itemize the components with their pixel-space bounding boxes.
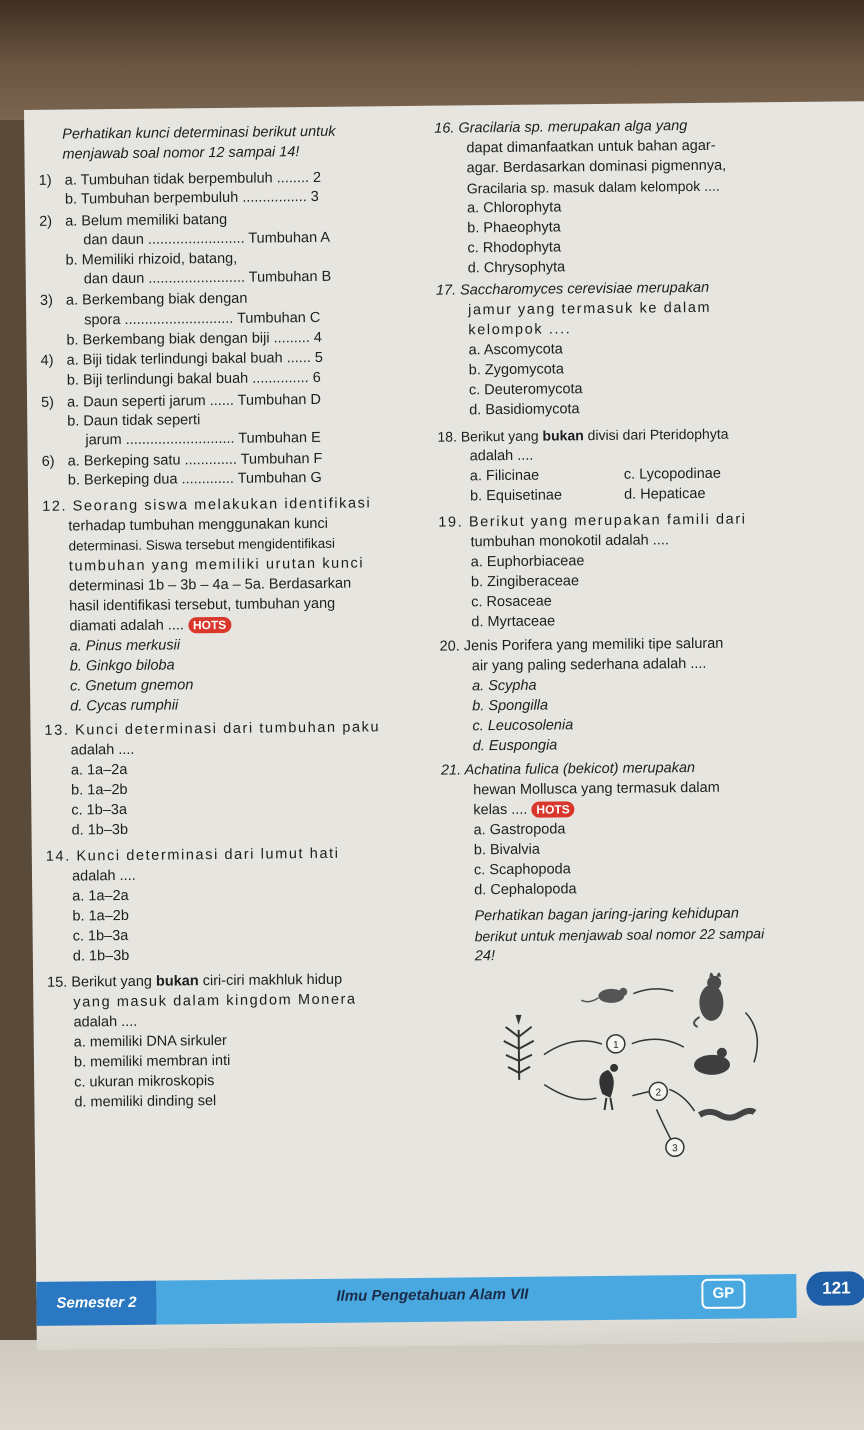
- question-text: [473, 800, 575, 819]
- question-text-part: divisi dari Pteridophyta: [583, 425, 729, 444]
- question-text: 12. Seorang siswa melakukan identifikasi: [42, 495, 372, 515]
- key-option: a. Belum memiliki batang: [65, 211, 228, 230]
- under-page-surface: [0, 1340, 864, 1430]
- answer-option[interactable]: a. Filicinae: [469, 467, 540, 485]
- answer-option[interactable]: d. Myrtaceae: [471, 613, 556, 631]
- food-web-diagram: [483, 971, 864, 1175]
- question-text: determinasi. Siswa tersebut mengidentifikasi: [68, 535, 336, 554]
- question-text: adalah ....: [70, 741, 135, 759]
- question-text: tumbuhan yang memiliki urutan kunci: [68, 555, 365, 575]
- key-option: a. Berkeping satu ............. Tumbuhan F: [67, 450, 323, 470]
- key-option: a. Tumbuhan tidak berpembuluh ........ 2: [64, 169, 322, 189]
- question-text: 20. Jenis Porifera yang memiliki tipe saluran: [439, 635, 724, 655]
- answer-option[interactable]: b. Equisetinae: [469, 487, 563, 505]
- book-page: [24, 101, 864, 1350]
- answer-option[interactable]: b. Spongilla: [472, 697, 549, 715]
- answer-option[interactable]: a. Pinus merkusii: [69, 637, 181, 655]
- answer-option[interactable]: b. memiliki membran inti: [73, 1052, 231, 1071]
- answer-option[interactable]: d. 1b–3b: [71, 821, 129, 839]
- key-option: dan daun ........................ Tumbuhan B: [83, 268, 332, 288]
- answer-option[interactable]: c. Leucosolenia: [472, 717, 574, 735]
- answer-option[interactable]: c. 1b–3a: [72, 927, 129, 945]
- question-text: 17. Saccharomyces cerevisiae merupakan: [435, 279, 710, 299]
- answer-option[interactable]: a. Ascomycota: [468, 341, 563, 359]
- key-option: b. Berkembang biak dengan biji ......... 4: [66, 329, 323, 349]
- intro-line: Perhatikan kunci determinasi berikut untuk: [62, 123, 336, 143]
- answer-option[interactable]: a. Chlorophyta: [466, 199, 562, 217]
- answer-option[interactable]: d. Euspongia: [472, 737, 558, 755]
- question-text: terhadap tumbuhan menggunakan kunci: [68, 515, 329, 535]
- key-number: 1): [38, 172, 52, 189]
- question-text: 14. Kunci determinasi dari lumut hati: [45, 845, 340, 865]
- question-text: hewan Mollusca yang termasuk dalam: [473, 779, 720, 799]
- answer-option[interactable]: b. Ginkgo biloba: [69, 657, 175, 675]
- answer-option[interactable]: d. Chrysophyta: [467, 259, 566, 277]
- question-text-part: 18. Berikut yang: [437, 427, 543, 445]
- answer-option[interactable]: c. Scaphopoda: [473, 861, 571, 879]
- question-text: 21. Achatina fulica (bekicot) merupakan: [440, 760, 696, 779]
- mouse-icon: [581, 988, 627, 1003]
- hots-badge: HOTS: [188, 617, 232, 633]
- semester-label: Semester 2: [36, 1281, 156, 1326]
- question-text-part: ciri-ciri makhluk hidup: [198, 971, 343, 990]
- question-text: air yang paling sederhana adalah ....: [471, 655, 707, 675]
- foodweb-instruction: berikut untuk menjawab soal nomor 22 sampai: [474, 925, 765, 945]
- key-option: b. Daun tidak seperti: [67, 412, 201, 430]
- question-text: 13. Kunci determinasi dari tumbuhan paku: [44, 719, 381, 739]
- answer-option[interactable]: b. Zygomycota: [468, 361, 564, 379]
- answer-option[interactable]: a. memiliki DNA sirkuler: [73, 1032, 227, 1051]
- key-option: dan daun ........................ Tumbuhan A: [83, 229, 331, 249]
- foodweb-instruction: 24!: [474, 948, 496, 965]
- question-text: tumbuhan monokotil adalah ....: [470, 532, 669, 551]
- food-web-label-2: 2: [655, 1087, 662, 1099]
- key-option: a. Daun seperti jarum ...... Tumbuhan D: [66, 391, 322, 411]
- answer-option[interactable]: c. ukuran mikroskopis: [74, 1073, 215, 1091]
- key-number: 6): [41, 453, 55, 470]
- question-text: dapat dimanfaatkan untuk bahan agar-: [466, 137, 716, 157]
- key-option: b. Tumbuhan berpembuluh ................ 3: [64, 188, 319, 208]
- question-text: hasil identifikasi tersebut, tumbuhan yang: [69, 595, 336, 615]
- key-option: spora ........................... Tumbuhan C: [84, 309, 321, 329]
- key-number: 5): [40, 394, 55, 411]
- question-text-part: diamati adalah ....: [69, 617, 184, 635]
- key-option: a. Berkembang biak dengan: [65, 290, 248, 309]
- question-text: 19. Berikut yang merupakan famili dari: [438, 511, 747, 531]
- food-web-label-3: 3: [672, 1143, 678, 1155]
- key-number: 4): [40, 352, 54, 369]
- answer-option[interactable]: a. Euphorbiaceae: [470, 553, 585, 571]
- question-text: adalah ....: [71, 867, 136, 885]
- answer-option[interactable]: d. Cycas rumphii: [70, 697, 179, 715]
- answer-option[interactable]: c. Deuteromycota: [468, 381, 583, 399]
- question-text: kelompok ....: [468, 321, 572, 339]
- question-text: jamur yang termasuk ke dalam: [468, 299, 712, 319]
- foodweb-instruction: Perhatikan bagan jaring-jaring kehidupan: [474, 905, 739, 925]
- answer-option[interactable]: b. Phaeophyta: [467, 219, 561, 237]
- key-option: b. Biji terlindungi bakal buah .............. 6: [66, 369, 321, 389]
- rooster-icon: [599, 1064, 618, 1110]
- answer-option[interactable]: b. Bivalvia: [473, 841, 540, 859]
- answer-option[interactable]: d. memiliki dinding sel: [74, 1093, 217, 1111]
- question-text: Gracilaria sp. masuk dalam kelompok ....: [466, 177, 720, 197]
- key-number: 3): [39, 292, 53, 309]
- question-text: yang masuk dalam kingdom Monera: [73, 991, 357, 1011]
- answer-option[interactable]: c. Rhodophyta: [467, 239, 562, 257]
- food-web-label-1: 1: [612, 1039, 619, 1051]
- answer-option[interactable]: b. Zingiberaceae: [470, 573, 580, 591]
- intro-line: menjawab soal nomor 12 sampai 14!: [62, 144, 300, 163]
- question-text-part: 15. Berikut yang: [47, 973, 157, 991]
- key-number: 2): [39, 213, 53, 230]
- answer-option[interactable]: d. Cephalopoda: [474, 881, 577, 899]
- publisher-logo: GP: [701, 1279, 745, 1309]
- emphasis-text: bukan: [155, 973, 199, 990]
- answer-option[interactable]: b. 1a–2b: [72, 907, 129, 925]
- answer-option[interactable]: d. Hepaticae: [623, 485, 706, 503]
- question-text: determinasi 1b – 3b – 4a – 5a. Berdasarkan: [68, 575, 352, 595]
- question-text: adalah ....: [73, 1013, 138, 1031]
- answer-option[interactable]: c. Gnetum gnemon: [69, 677, 194, 695]
- emphasis-text: bukan: [542, 427, 584, 444]
- answer-option[interactable]: a. Gastropoda: [473, 821, 566, 839]
- subject-title: Ilmu Pengetahuan Alam VII: [336, 1285, 529, 1305]
- key-option: jarum ........................... Tumbuhan E: [85, 429, 321, 449]
- frog-icon: [694, 1048, 730, 1075]
- question-text: [69, 616, 231, 636]
- answer-option[interactable]: c. Rosaceae: [471, 593, 552, 611]
- answer-option[interactable]: c. 1b–3a: [71, 801, 128, 819]
- cat-icon: [693, 971, 723, 1027]
- answer-option[interactable]: a. 1a–2a: [72, 887, 129, 905]
- question-text: [47, 971, 342, 992]
- plant-icon: [504, 1015, 535, 1080]
- answer-option[interactable]: b. 1a–2b: [71, 781, 128, 799]
- question-text-part: kelas ....: [473, 801, 528, 819]
- answer-option[interactable]: d. Basidiomycota: [469, 401, 580, 419]
- answer-option[interactable]: d. 1b–3b: [72, 947, 130, 965]
- page-number: 121: [806, 1271, 864, 1306]
- question-text: 16. Gracilaria sp. merupakan alga yang: [434, 118, 688, 137]
- answer-option[interactable]: a. 1a–2a: [70, 761, 128, 779]
- question-text: adalah ....: [469, 447, 534, 465]
- question-text: [437, 425, 728, 446]
- key-option: b. Memiliki rhizoid, batang,: [65, 250, 238, 269]
- answer-option[interactable]: a. Scypha: [471, 677, 537, 695]
- key-option: b. Berkeping dua ............. Tumbuhan G: [67, 469, 322, 489]
- hots-badge: HOTS: [531, 801, 575, 817]
- question-text: agar. Berdasarkan dominasi pigmennya,: [466, 157, 727, 177]
- snake-icon: [700, 1111, 755, 1118]
- answer-option[interactable]: c. Lycopodinae: [623, 465, 721, 483]
- key-option: a. Biji tidak terlindungi bakal buah ...... 5: [66, 349, 324, 369]
